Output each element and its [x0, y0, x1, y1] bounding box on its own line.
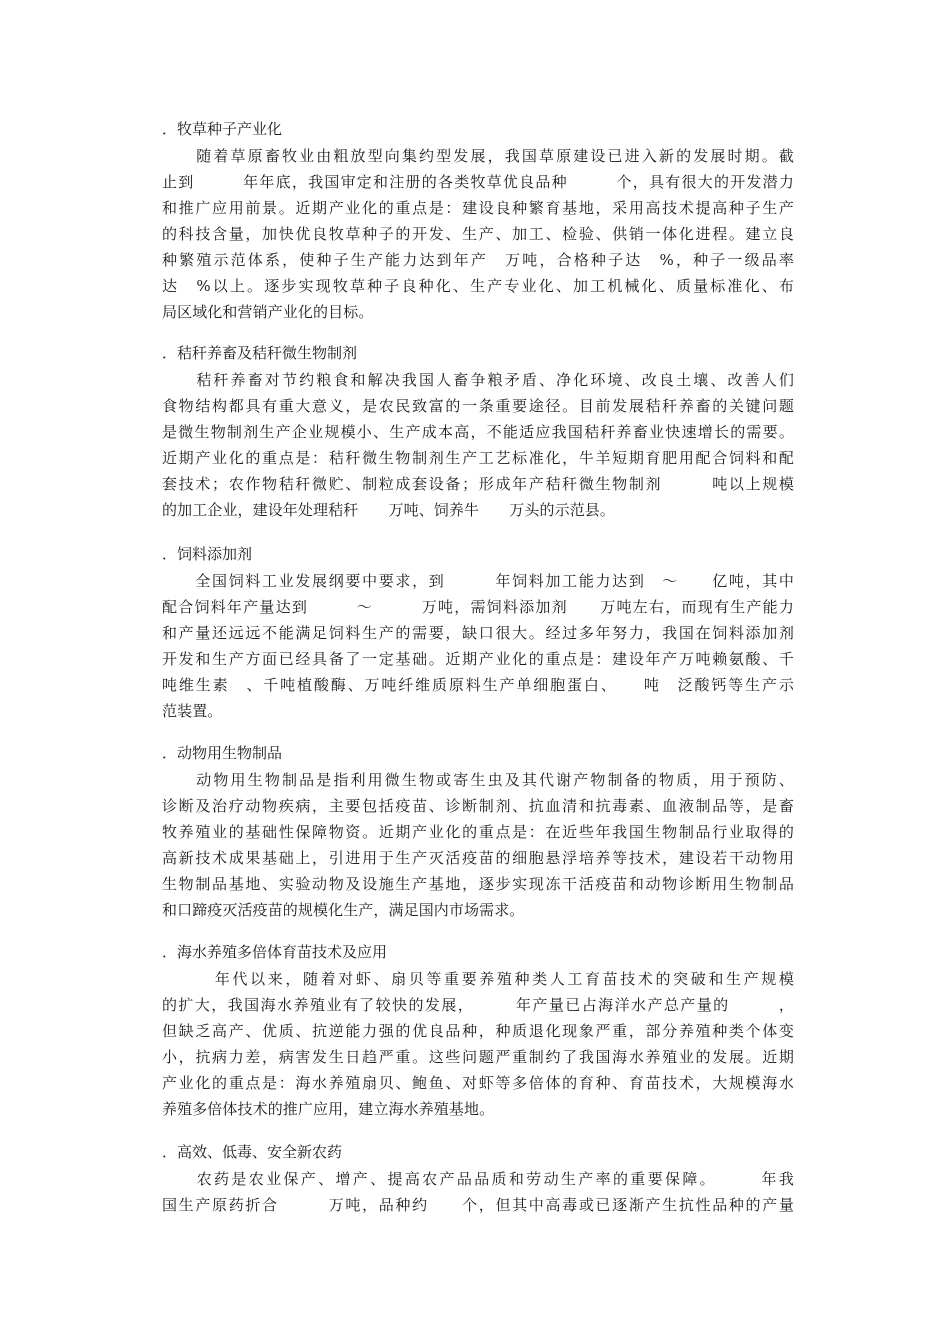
section-forage-seed: [162, 120, 794, 325]
paragraph-line: 动物用生物制品是指利用微生物或寄生虫及其代谢产物制备的物质，用于预防、: [162, 771, 794, 789]
section-heading: ．动物用生物制品: [162, 744, 283, 762]
paragraph-line: 和口蹄疫灭活疫苗的规模化生产，满足国内市场需求。: [162, 901, 525, 919]
section-feed-additives: [162, 545, 794, 724]
paragraph-line: 全国饲料工业发展纲要中要求，到 年饲料加工能力达到 ～ 亿吨，其中: [162, 572, 794, 590]
paragraph-line: 种繁殖示范体系，使种子生产能力达到年产 万吨，合格种子达 %，种子一级品率: [162, 251, 794, 269]
paragraph-line: 开发和生产方面已经具备了一定基础。近期产业化的重点是：建设年产万吨赖氨酸、千: [162, 650, 794, 668]
paragraph-line: 和产量还远远不能满足饲料生产的需要，缺口很大。经过多年努力，我国在饲料添加剂: [162, 624, 794, 642]
section-heading: ．海水养殖多倍体育苗技术及应用: [162, 943, 388, 961]
section-pesticides: [162, 1143, 794, 1218]
section-straw-feeding: [162, 344, 794, 523]
section-veterinary-biologics: [162, 744, 794, 923]
paragraph-line: 是微生物制剂生产企业规模小、生产成本高，不能适应我国秸秆养畜业快速增长的需要。: [162, 423, 794, 441]
section-heading: ．牧草种子产业化: [162, 120, 283, 138]
paragraph-line: 产业化的重点是：海水养殖扇贝、鲍鱼、对虾等多倍体的育种、育苗技术，大规模海水: [162, 1074, 794, 1092]
paragraph-line: 年代以来，随着对虾、扇贝等重要养殖种类人工育苗技术的突破和生产规模: [162, 970, 794, 988]
paragraph-line: 农药是农业保产、增产、提高农产品品质和劳动生产率的重要保障。 年我: [162, 1170, 794, 1188]
paragraph-line: 的科技含量，加快优良牧草种子的开发、生产、加工、检验、供销一体化进程。建立良: [162, 225, 794, 243]
paragraph-line: 达 %以上。逐步实现牧草种子良种化、生产专业化、加工机械化、质量标准化、布: [162, 277, 794, 295]
paragraph-line: 牧养殖业的基础性保障物资。近期产业化的重点是：在近些年我国生物制品行业取得的: [162, 823, 794, 841]
paragraph-line: 食物结构都具有重大意义，是农民致富的一条重要途径。目前发展秸秆养畜的关键问题: [162, 397, 794, 415]
paragraph-line: 的加工企业，建设年处理秸秆 万吨、饲养牛 万头的示范县。: [162, 501, 616, 519]
paragraph-line: 范装置。: [162, 702, 223, 720]
section-heading: ．高效、低毒、安全新农药: [162, 1143, 343, 1161]
paragraph-line: 止到 年年底，我国审定和注册的各类牧草优良品种 个，具有很大的开发潜力: [162, 173, 794, 191]
paragraph-line: 的扩大，我国海水养殖业有了较快的发展， 年产量已占海洋水产总产量的 ，: [162, 996, 794, 1014]
paragraph-line: 小，抗病力差，病害发生日趋严重。这些问题严重制约了我国海水养殖业的发展。近期: [162, 1048, 794, 1066]
section-heading: ．饲料添加剂: [162, 545, 253, 563]
paragraph-line: 生物制品基地、实验动物及设施生产基地，逐步实现冻干活疫苗和动物诊断用生物制品: [162, 875, 794, 893]
paragraph-line: 随着草原畜牧业由粗放型向集约型发展，我国草原建设已进入新的发展时期。截: [162, 147, 794, 165]
section-marine-polyploid: [162, 943, 794, 1122]
paragraph-line: 局区域化和营销产业化的目标。: [162, 303, 374, 321]
paragraph-line: 吨维生素 、千吨植酸酶、万吨纤维质原料生产单细胞蛋白、 吨 泛酸钙等生产示: [162, 676, 794, 694]
paragraph-line: 但缺乏高产、优质、抗逆能力强的优良品种，种质退化现象严重，部分养殖种类个体变: [162, 1022, 794, 1040]
paragraph-line: 诊断及治疗动物疾病，主要包括疫苗、诊断制剂、抗血清和抗毒素、血液制品等，是畜: [162, 797, 794, 815]
paragraph-line: 配合饲料年产量达到 ～ 万吨，需饲料添加剂 万吨左右，而现有生产能力: [162, 598, 794, 616]
paragraph-line: 养殖多倍体技术的推广应用，建立海水养殖基地。: [162, 1100, 495, 1118]
paragraph-line: 和推广应用前景。近期产业化的重点是：建设良种繁育基地，采用高技术提高种子生产: [162, 199, 794, 217]
paragraph-line: 国生产原药折合 万吨，品种约 个，但其中高毒或已逐渐产生抗性品种的产量: [162, 1196, 794, 1214]
paragraph-line: 高新技术成果基础上，引进用于生产灭活疫苗的细胞悬浮培养等技术，建设若干动物用: [162, 849, 794, 867]
paragraph-line: 近期产业化的重点是：秸秆微生物制剂生产工艺标准化，牛羊短期育肥用配合饲料和配: [162, 449, 794, 467]
section-heading: ．秸秆养畜及秸秆微生物制剂: [162, 344, 358, 362]
paragraph-line: 秸秆养畜对节约粮食和解决我国人畜争粮矛盾、净化环境、改良土壤、改善人们: [162, 371, 794, 389]
paragraph-line: 套技术；农作物秸秆微贮、制粒成套设备；形成年产秸秆微生物制剂 吨以上规模: [162, 475, 794, 493]
